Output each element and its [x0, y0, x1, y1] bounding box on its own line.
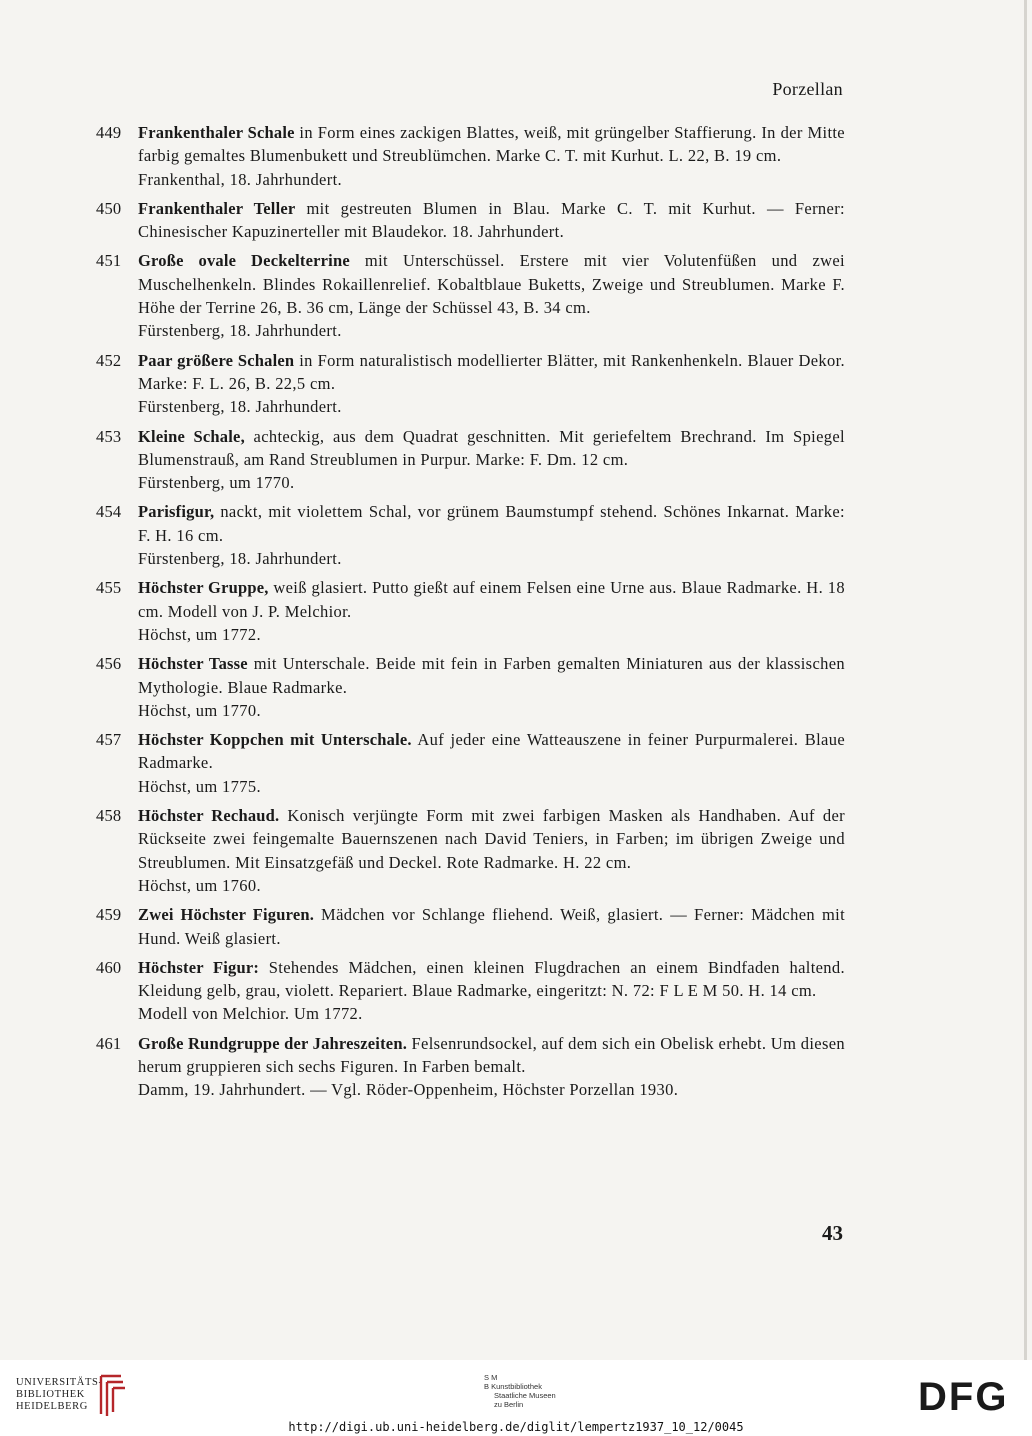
entry-text: mit Unterschale. Beide mit fein in Farben gemalten Miniaturen aus der klassischen Mythologie. Blaue Radmarke. [138, 654, 845, 697]
lot-number: 459 [96, 905, 122, 925]
lot-number: 461 [96, 1033, 122, 1053]
lot-number: 451 [96, 251, 122, 271]
entry-description [138, 349, 845, 396]
catalogue-entry [96, 121, 845, 191]
entry-description [138, 956, 845, 1003]
entry-description [138, 500, 845, 547]
entry-title: Frankenthaler Schale [138, 123, 295, 142]
entry-text: Konisch verjüngte Form mit zwei farbigen Masken als Handhaben. Auf der Rückseite zwei feingemalte Bauernszenen nach David Teniers, in Farben; im übrigen Zweige und Streublumen. Mit Einsatzgefäß und Deckel. Rote Radmarke. H. 22 cm. [138, 806, 845, 872]
entry-origin: Frankenthal, 18. Jahrhundert. [138, 169, 342, 189]
entry-description [138, 425, 845, 472]
catalogue-entry [96, 500, 845, 570]
lot-number: 452 [96, 350, 122, 370]
university-line: BIBLIOTHEK [16, 1389, 85, 1400]
entry-title: Zwei Höchster Figuren. [138, 905, 315, 925]
running-head: Porzellan [772, 79, 843, 99]
entry-title: Große ovale Deckelterrine [138, 251, 350, 271]
entry-origin: Höchst, um 1760. [138, 875, 261, 895]
entry-origin: Höchst, um 1772. [138, 624, 261, 644]
entry-text: in Form eines zackigen Blattes, weiß, mit grüngelber Staffierung. In der Mitte farbig gemaltes Blumenbukett und Streublümchen. Marke C. T. mit Kurhut. L. 22, B. 19 cm. [138, 123, 845, 166]
entry-text: mit Unterschüssel. Erstere mit vier Volutenfüßen und zwei Muschelhenkeln. Blindes Rokaillenrelief. Kobaltblaue Buketts, Zweige und Streublumen. Marke F. Höhe der Terrine 26, B. 36 cm, Länge der Schüssel 43, B. 34 cm. [138, 251, 845, 318]
catalogue-entry [96, 425, 845, 495]
entry-text: nackt, mit violettem Schal, vor grünem Baumstumpf stehend. Schönes Inkarnat. Marke: F. H. 16 cm. [138, 502, 845, 545]
catalogue-entry [96, 728, 845, 798]
lot-number: 457 [96, 730, 122, 750]
university-line: HEIDELBERG [16, 1401, 88, 1412]
page-edge [1024, 0, 1027, 1360]
entry-description [138, 576, 845, 623]
catalogue-entries [96, 121, 845, 1108]
entry-description [138, 249, 845, 319]
permalink-url[interactable]: http://digi.ub.uni-heidelberg.de/diglit/lempertz1937_10_12/0045 [288, 1420, 744, 1434]
catalogue-entry [96, 956, 845, 1026]
catalogue-entry [96, 1032, 845, 1102]
stamp-line: B Kunstbibliothek [484, 1382, 542, 1391]
entry-origin: Fürstenberg, 18. Jahrhundert. [138, 549, 342, 569]
catalogue-entry [96, 576, 845, 646]
entry-text: weiß glasiert. Putto gießt auf einem Felsen eine Urne aus. Blaue Radmarke. H. 18 cm. Modell von J. P. Melchior. [138, 578, 845, 621]
entry-title: Höchster Figur: [138, 957, 260, 977]
lot-number: 458 [96, 806, 122, 826]
entry-title: Frankenthaler Teller [138, 198, 296, 218]
page-number: 43 [822, 1221, 843, 1245]
entry-description [138, 1032, 845, 1079]
museum-stamp [484, 1373, 556, 1409]
entry-description [138, 728, 845, 775]
university-line: UNIVERSITÄTS- [16, 1377, 103, 1388]
entry-text: Mädchen vor Schlange fliehend. Weiß, glasiert. — Ferner: Mädchen mit Hund. Weiß glasiert. [138, 905, 845, 948]
lot-number: 456 [96, 654, 122, 674]
entry-title: Höchster Gruppe, [138, 578, 269, 598]
entry-text: Auf jeder eine Watteauszene in feiner Purpurmalerei. Blaue Radmarke. [138, 730, 845, 773]
entry-origin: Damm, 19. Jahrhundert. — Vgl. Röder-Oppenheim, Höchster Porzellan 1930. [138, 1080, 679, 1100]
entry-description [138, 903, 845, 950]
lot-number: 450 [96, 198, 122, 218]
entry-origin: Fürstenberg, um 1770. [138, 473, 295, 493]
university-library-logo-icon[interactable] [93, 1372, 127, 1418]
entry-title: Parisfigur, [138, 502, 215, 522]
entry-title: Höchster Koppchen mit Unterschale. [138, 730, 412, 750]
entry-description [138, 652, 845, 699]
entry-description [138, 197, 845, 244]
stamp-line: Staatliche Museen [494, 1391, 556, 1400]
entry-origin: Höchst, um 1775. [138, 776, 261, 796]
lot-number: 460 [96, 957, 122, 977]
catalogue-entry [96, 804, 845, 897]
university-library-label [16, 1377, 103, 1413]
entry-origin: Fürstenberg, 18. Jahrhundert. [138, 397, 342, 417]
entry-text: achteckig, aus dem Quadrat geschnitten. Mit geriefeltem Brechrand. Im Spiegel Blumenstrauß, am Rand Streublumen in Purpur. Marke: F. Dm. 12 cm. [138, 426, 845, 469]
entry-text: in Form naturalistisch modellierter Blätter, mit Rankenhenkeln. Blauer Dekor. Marke: F. L. 26, B. 22,5 cm. [138, 350, 845, 393]
entry-description [138, 121, 845, 168]
digitization-footer [0, 1360, 1032, 1436]
entry-title: Höchster Rechaud. [138, 806, 280, 826]
lot-number: 455 [96, 578, 122, 598]
catalogue-entry [96, 349, 845, 419]
dfg-logo[interactable]: DFG [918, 1375, 1009, 1419]
entry-title: Große Rundgruppe der Jahreszeiten. [138, 1033, 408, 1053]
entry-title: Kleine Schale, [138, 426, 245, 446]
entry-origin: Höchst, um 1770. [138, 700, 261, 720]
stamp-line: S M [484, 1373, 498, 1382]
entry-text: mit gestreuten Blumen in Blau. Marke C. T. mit Kurhut. — Ferner: Chinesischer Kapuzinerteller mit Blaudekor. 18. Jahrhundert. [138, 198, 845, 242]
entry-origin: Modell von Melchior. Um 1772. [138, 1004, 363, 1024]
entry-description [138, 804, 845, 874]
entry-text: Felsenrundsockel, auf dem sich ein Obelisk erhebt. Um diesen herum gruppieren sich sechs Figuren. In Farben bemalt. [138, 1033, 845, 1076]
entry-title: Höchster Tasse [138, 654, 248, 674]
stamp-line: zu Berlin [494, 1400, 524, 1409]
catalogue-entry [96, 903, 845, 950]
catalogue-entry [96, 652, 845, 722]
lot-number: 454 [96, 502, 122, 522]
entry-text: Stehendes Mädchen, einen kleinen Flugdrachen an einem Bindfaden haltend. Kleidung gelb, grau, violett. Repariert. Blaue Radmarke, eingeritzt: N. 72: F L E M 50. H. 14 cm. [138, 957, 845, 1001]
catalogue-entry [96, 249, 845, 342]
lot-number: 453 [96, 426, 122, 446]
lot-number: 449 [96, 123, 122, 142]
catalogue-entry [96, 197, 845, 244]
entry-title: Paar größere Schalen [138, 350, 295, 370]
entry-origin: Fürstenberg, 18. Jahrhundert. [138, 321, 342, 341]
